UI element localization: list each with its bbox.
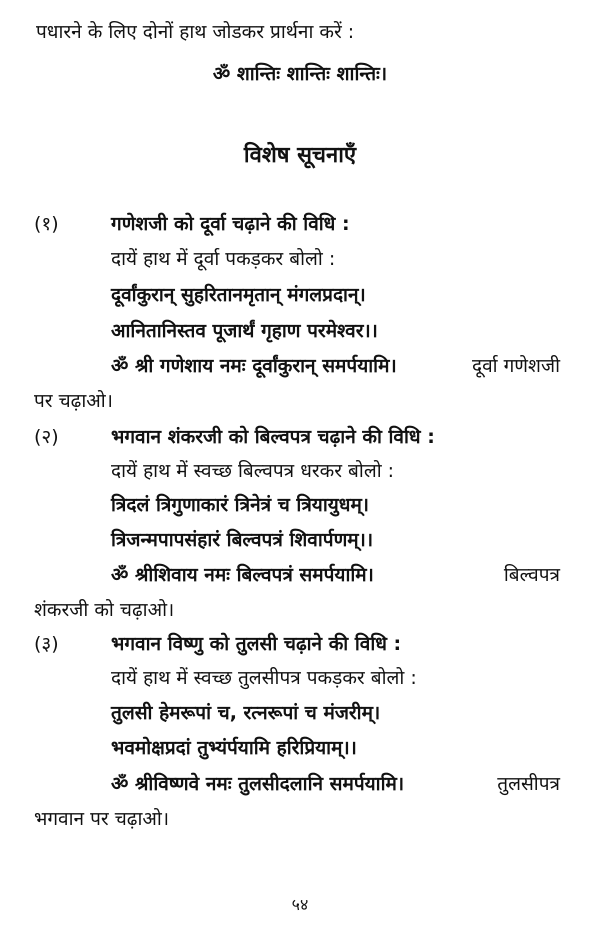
offering-instruction: शंकरजी को चढ़ाओ। [34,599,175,621]
item-number: (१) [34,213,59,235]
mantra-line: ॐ श्री गणेशाय नमः दूर्वांकुरान् समर्पयामि। [111,355,397,377]
shanti-mantra: ॐ शान्तिः शान्तिः शान्तिः। [212,63,388,85]
page-number: ५४ [291,895,309,914]
offering-instruction: तुलसीपत्र [497,773,560,795]
intro-line: पधारने के लिए दोनों हाथ जोडकर प्रार्थना करें : [36,21,355,43]
item-instruction: दायें हाथ में दूर्वा पकड़कर बोलो : [111,248,336,270]
item-heading: भगवान विष्णु को तुलसी चढ़ाने की विधि : [111,633,402,655]
item-heading: भगवान शंकरजी को बिल्वपत्र चढ़ाने की विधि : [111,426,435,448]
mantra-line: तुलसी हेमरूपां च, रत्नरूपां च मंजरीम्। [111,702,381,724]
mantra-line: त्रिदलं त्रिगुणाकारं त्रिनेत्रं च त्रियायुधम्। [111,494,370,516]
offering-instruction: दूर्वा गणेशजी [472,355,560,377]
offering-instruction: पर चढ़ाओ। [34,390,113,412]
item-number: (२) [34,426,59,448]
mantra-line: दूर्वांकुरान् सुहरितानमृतान् मंगलप्रदान्। [111,284,366,306]
item-number: (३) [34,633,59,655]
item-heading: गणेशजी को दूर्वा चढ़ाने की विधि : [111,213,350,235]
mantra-line: भवमोक्षप्रदां तुभ्यंर्पयामि हरिप्रियाम्।। [111,737,357,759]
offering-instruction: बिल्वपत्र [503,564,560,586]
item-instruction: दायें हाथ में स्वच्छ तुलसीपत्र पकड़कर बोलो : [111,667,417,689]
mantra-line: ॐ श्रीशिवाय नमः बिल्वपत्रं समर्पयामि। [111,564,374,586]
section-title: विशेष सूचनाएँ [243,143,357,168]
mantra-line: त्रिजन्मपापसंहारं बिल्वपत्रं शिवार्पणम्।। [111,529,374,551]
mantra-line: आनितानिस्तव पूजार्थं गृहाण परमेश्वर।। [111,320,378,342]
item-instruction: दायें हाथ में स्वच्छ बिल्वपत्र धरकर बोलो : [111,460,395,482]
mantra-line: ॐ श्रीविष्णवे नमः तुलसीदलानि समर्पयामि। [111,773,405,795]
offering-instruction: भगवान पर चढ़ाओ। [34,808,170,830]
